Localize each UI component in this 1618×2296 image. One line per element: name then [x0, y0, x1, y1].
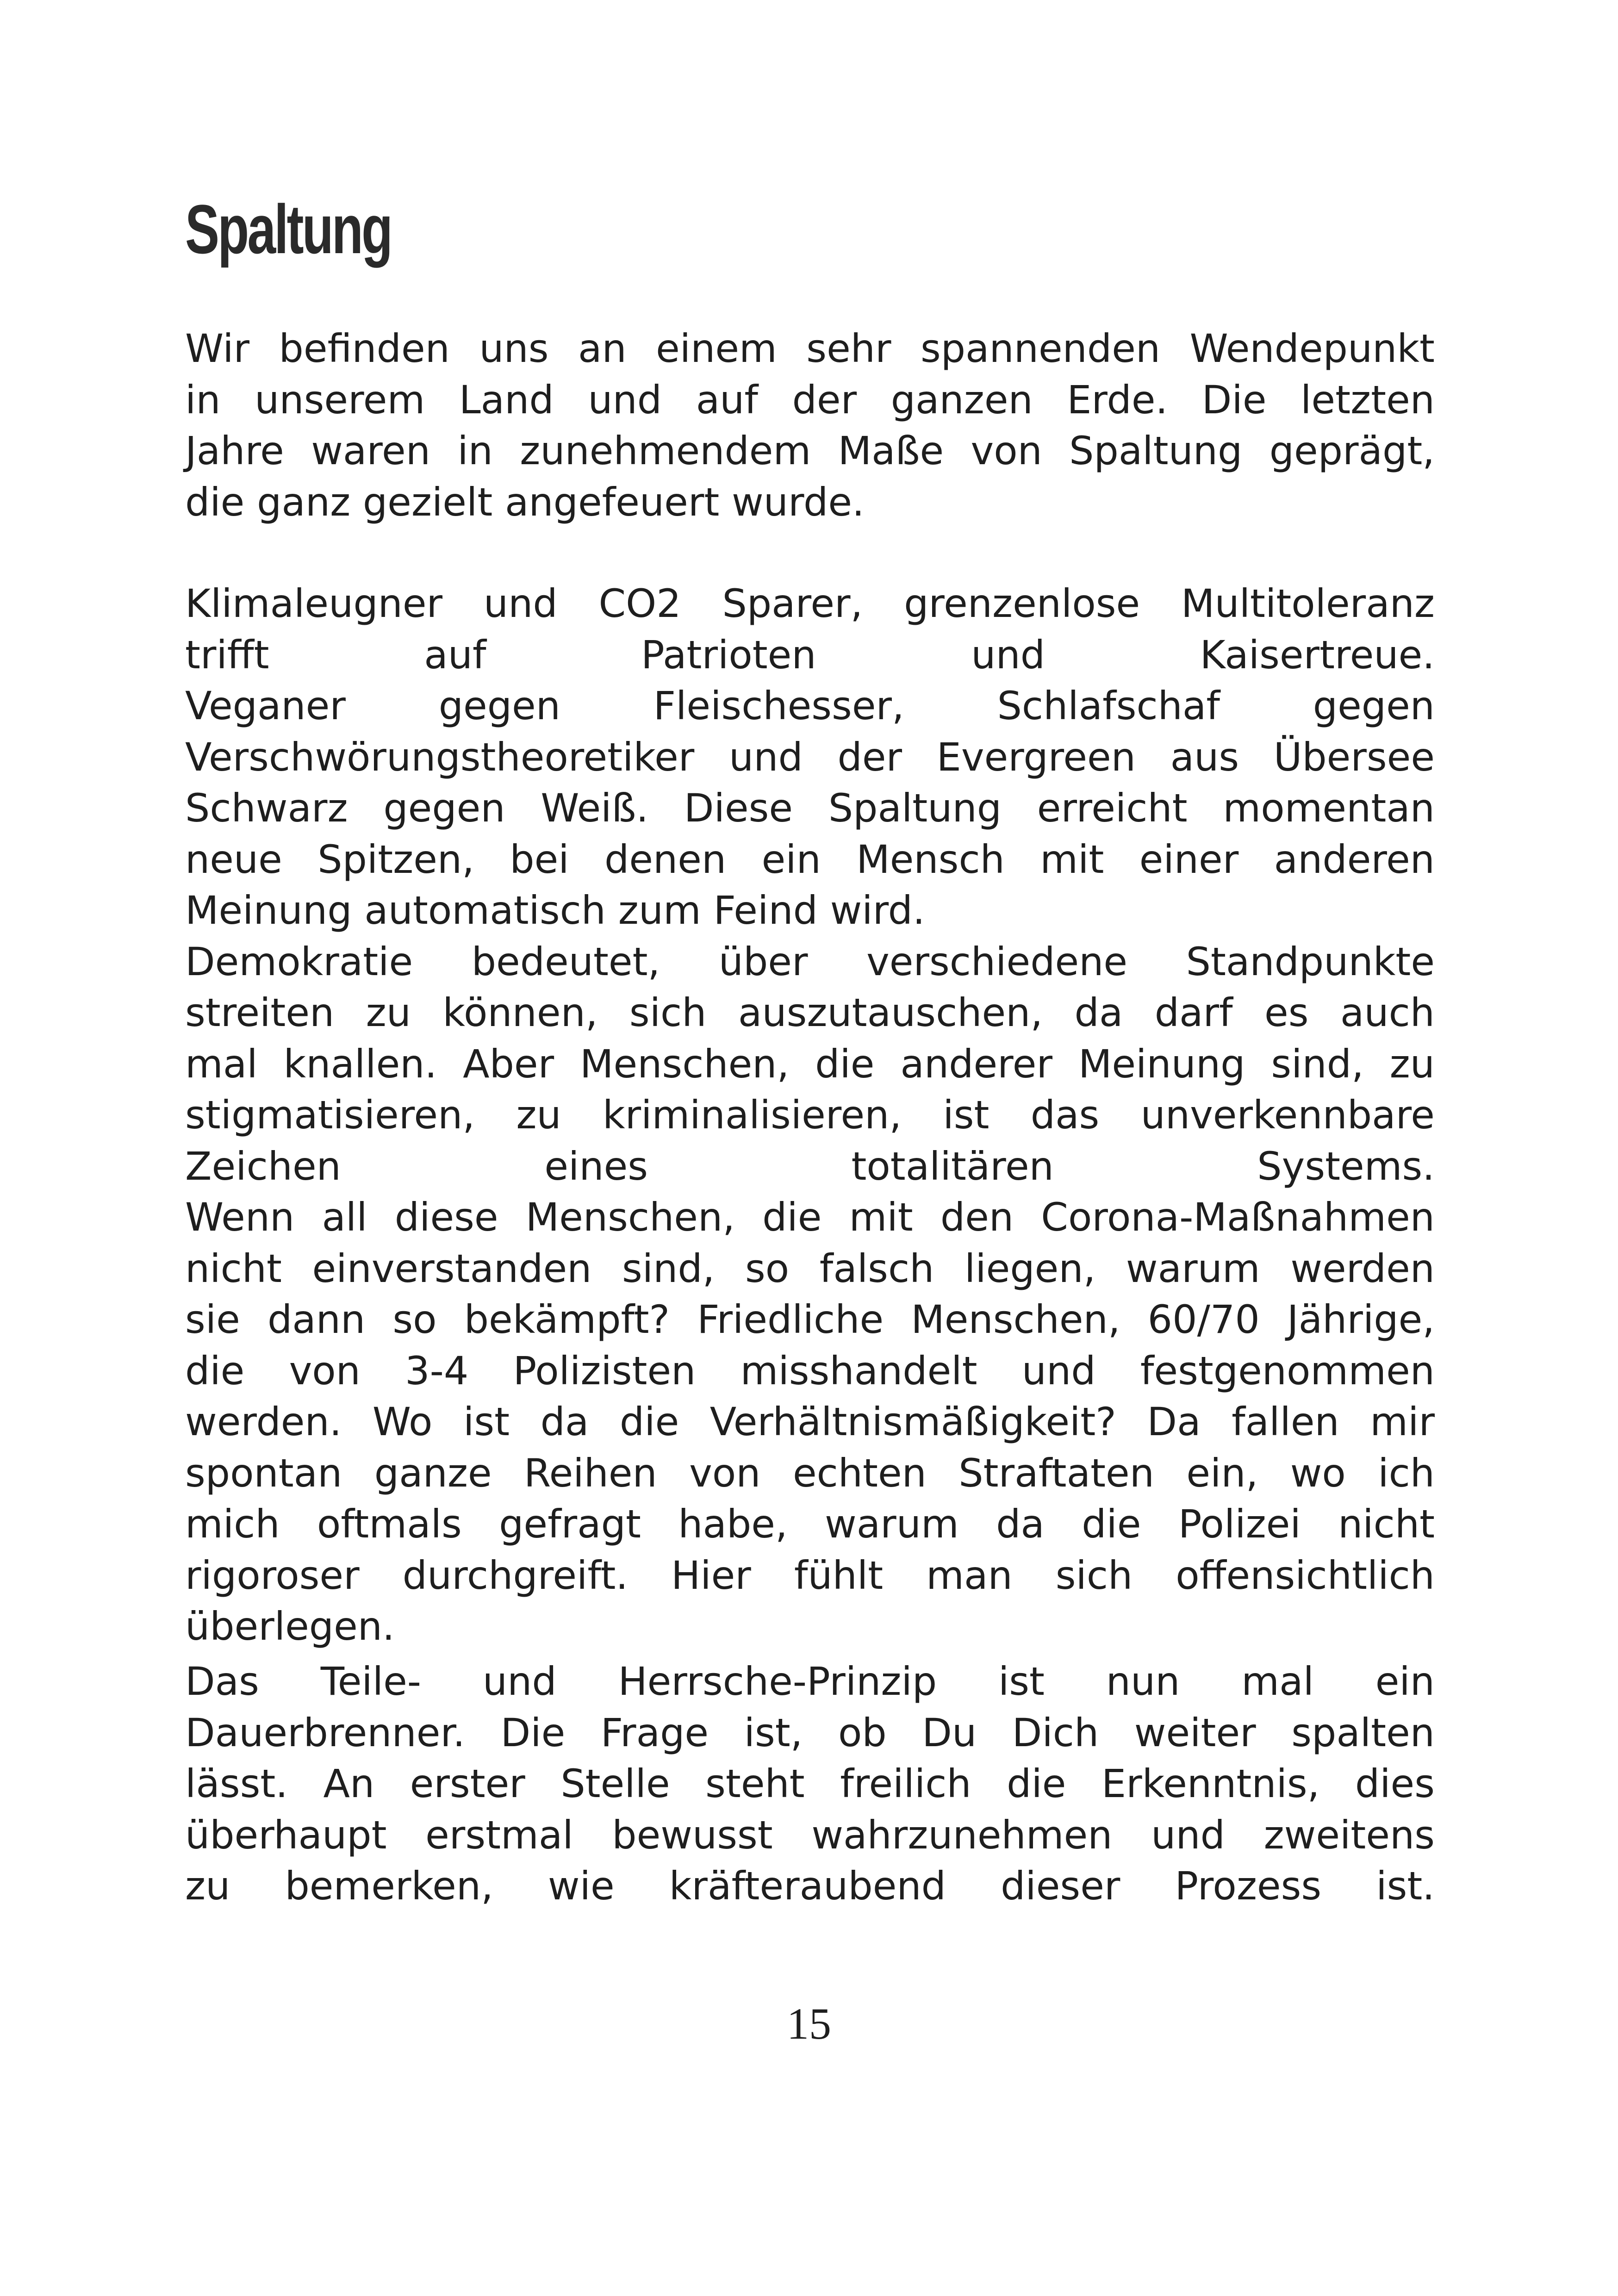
text-line: mich oftmals gefragt habe, warum da die Polizei nicht — [185, 1501, 1435, 1547]
text-line: zu bemerken, wie kräfteraubend dieser Prozess ist. — [185, 1863, 1435, 1909]
text-line: Demokratie bedeutet, über verschiedene Standpunkte — [185, 939, 1435, 984]
text-line: in unserem Land und auf der ganzen Erde. Die letzten — [185, 377, 1435, 423]
text-line: Das Teile- und Herrsche-Prinzip ist nun mal ein — [185, 1659, 1435, 1704]
text-line: Wir befinden uns an einem sehr spannenden Wendepunkt — [185, 326, 1435, 371]
text-line: Verschwörungstheoretiker und der Evergreen aus Übersee — [185, 734, 1435, 780]
text-line: Veganer gegen Fleischesser, Schlafschaf gegen — [185, 683, 1435, 728]
chapter-title: Spaltung — [185, 190, 392, 268]
text-line: streiten zu können, sich auszutauschen, da darf es auch — [185, 990, 1435, 1035]
text-line: Jahre waren in zunehmendem Maße von Spaltung geprägt, — [185, 428, 1435, 473]
text-line: mal knallen. Aber Menschen, die anderer Meinung sind, zu — [185, 1041, 1435, 1087]
text-line: die von 3-4 Polizisten misshandelt und festgenommen — [185, 1348, 1435, 1394]
page-number: 15 — [787, 1999, 831, 2048]
text-line: Schwarz gegen Weiß. Diese Spaltung erreicht momentan — [185, 785, 1435, 831]
paragraph-1 — [185, 323, 1435, 528]
text-line: die ganz gezielt angefeuert wurde. — [185, 479, 865, 525]
text-line: Dauerbrenner. Die Frage ist, ob Du Dich weiter spalten — [185, 1710, 1435, 1755]
text-line: Klimaleugner und CO2 Sparer, grenzenlose Multitoleranz — [185, 581, 1435, 626]
text-line: rigoroser durchgreift. Hier fühlt man sich offensichtlich — [185, 1552, 1435, 1598]
text-line: trifft auf Patrioten und Kaisertreue. — [185, 632, 1435, 678]
text-line: überlegen. — [185, 1604, 395, 1649]
text-line: sie dann so bekämpft? Friedliche Menschen, 60/70 Jährige, — [185, 1297, 1435, 1342]
text-line: spontan ganze Reihen von echten Straftaten ein, wo ich — [185, 1450, 1435, 1496]
text-line: neue Spitzen, bei denen ein Mensch mit einer anderen — [185, 836, 1435, 882]
text-line: überhaupt erstmal bewusst wahrzunehmen und zweitens — [185, 1812, 1435, 1858]
text-line: nicht einverstanden sind, so falsch liegen, warum werden — [185, 1245, 1435, 1291]
text-line: stigmatisieren, zu kriminalisieren, ist das unverkennbare — [185, 1092, 1435, 1138]
text-line: werden. Wo ist da die Verhältnismäßigkeit? Da fallen mir — [185, 1399, 1435, 1444]
text-line: Zeichen eines totalitären Systems. — [185, 1143, 1435, 1189]
paragraph-2 — [185, 578, 1435, 1652]
paragraph-3 — [185, 1656, 1435, 1912]
text-line: Wenn all diese Menschen, die mit den Corona-Maßnahmen — [185, 1195, 1435, 1240]
text-line: lässt. An erster Stelle steht freilich die Erkenntnis, dies — [185, 1761, 1435, 1806]
text-line: Meinung automatisch zum Feind wird. — [185, 888, 925, 933]
